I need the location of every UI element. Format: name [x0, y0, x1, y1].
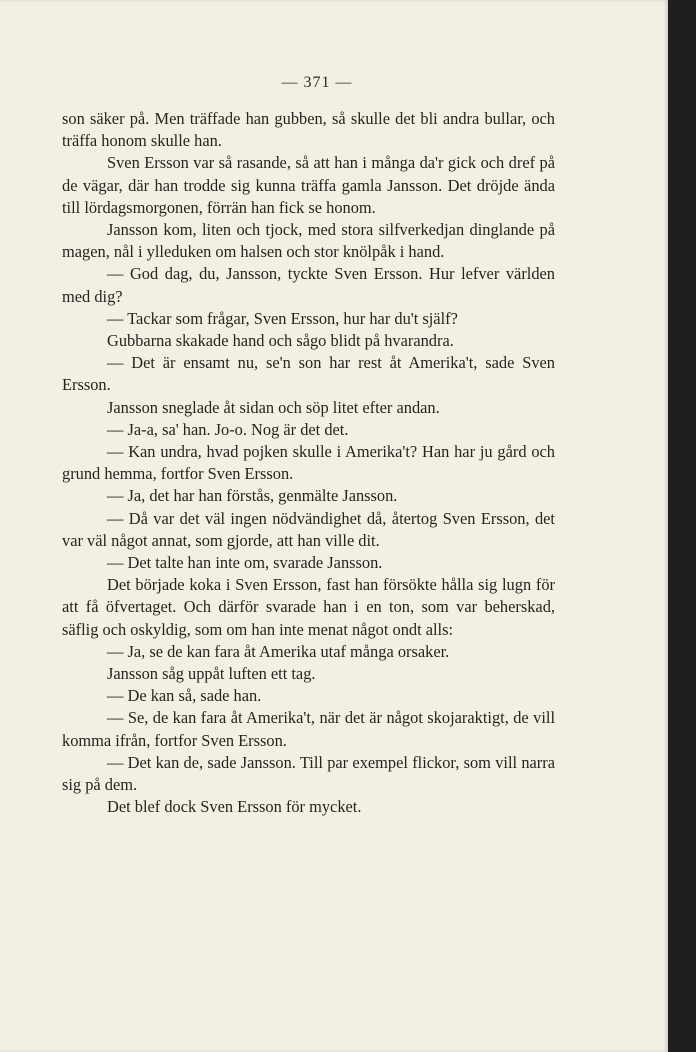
paragraph: Gubbarna skakade hand och sågo blidt på hvarandra. [107, 331, 454, 351]
paragraph: Det blef dock Sven Ersson för mycket. [107, 797, 362, 817]
paragraph: — Ja, det har han förstås, genmälte Jansson. [107, 486, 398, 506]
scan-edge [668, 0, 696, 1052]
page-number: — 371 — [281, 74, 353, 91]
paragraph: Det började koka i Sven Ersson, fast han försökte hålla sig lugn för att få öfvertaget. Och därför svarade han i en ton, som var beherskad, säflig och oskyldig, som om han inte menat något ondt alls: [62, 575, 555, 639]
paragraph: son säker på. Men träffade han gubben, så skulle det bli andra bullar, och träffa honom skulle han. [62, 109, 555, 151]
paragraph: — Tackar som frågar, Sven Ersson, hur har du't själf? [107, 308, 458, 328]
paragraph: — Kan undra, hvad pojken skulle i Amerika't? Han har ju gård och grund hemma, fortfor Sven Ersson. [62, 442, 555, 484]
paragraph: Jansson såg uppåt luften ett tag. [107, 664, 316, 684]
paragraph: — Ja-a, sa' han. Jo-o. Nog är det det. [107, 419, 349, 439]
paragraph: — Det talte han inte om, svarade Jansson. [107, 553, 383, 573]
page-text [62, 108, 555, 819]
paragraph: — God dag, du, Jansson, tyckte Sven Ersson. Hur lefver världen med dig? [62, 264, 555, 306]
paragraph: — Se, de kan fara åt Amerika't, när det är något skojaraktigt, de vill komma ifrån, fortfor Sven Ersson. [62, 708, 555, 750]
paragraph: Jansson sneglade åt sidan och söp litet efter andan. [107, 397, 440, 417]
paragraph: — Då var det väl ingen nödvändighet då, återtog Sven Ersson, det var väl något annat, som gjorde, att han ville dit. [62, 508, 555, 550]
paragraph: Jansson kom, liten och tjock, med stora silfverkedjan dinglande på magen, nål i ylleduken om halsen och stor knölpåk i hand. [62, 220, 555, 262]
paragraph: — Det kan de, sade Jansson. Till par exempel flickor, som vill narra sig på dem. [62, 752, 555, 795]
paragraph: — De kan så, sade han. [107, 686, 262, 706]
paragraph: — Det är ensamt nu, se'n son har rest åt Amerika't, sade Sven Ersson. [62, 353, 555, 395]
paragraph: Sven Ersson var så rasande, så att han i många da'r gick och dref på de vägar, där han trodde sig kunna träffa gamla Jansson. Det dröjde ända till lördagsmorgonen, förrän han fick se honom. [62, 153, 555, 217]
paragraph: — Ja, se de kan fara åt Amerika utaf många orsaker. [107, 641, 450, 661]
